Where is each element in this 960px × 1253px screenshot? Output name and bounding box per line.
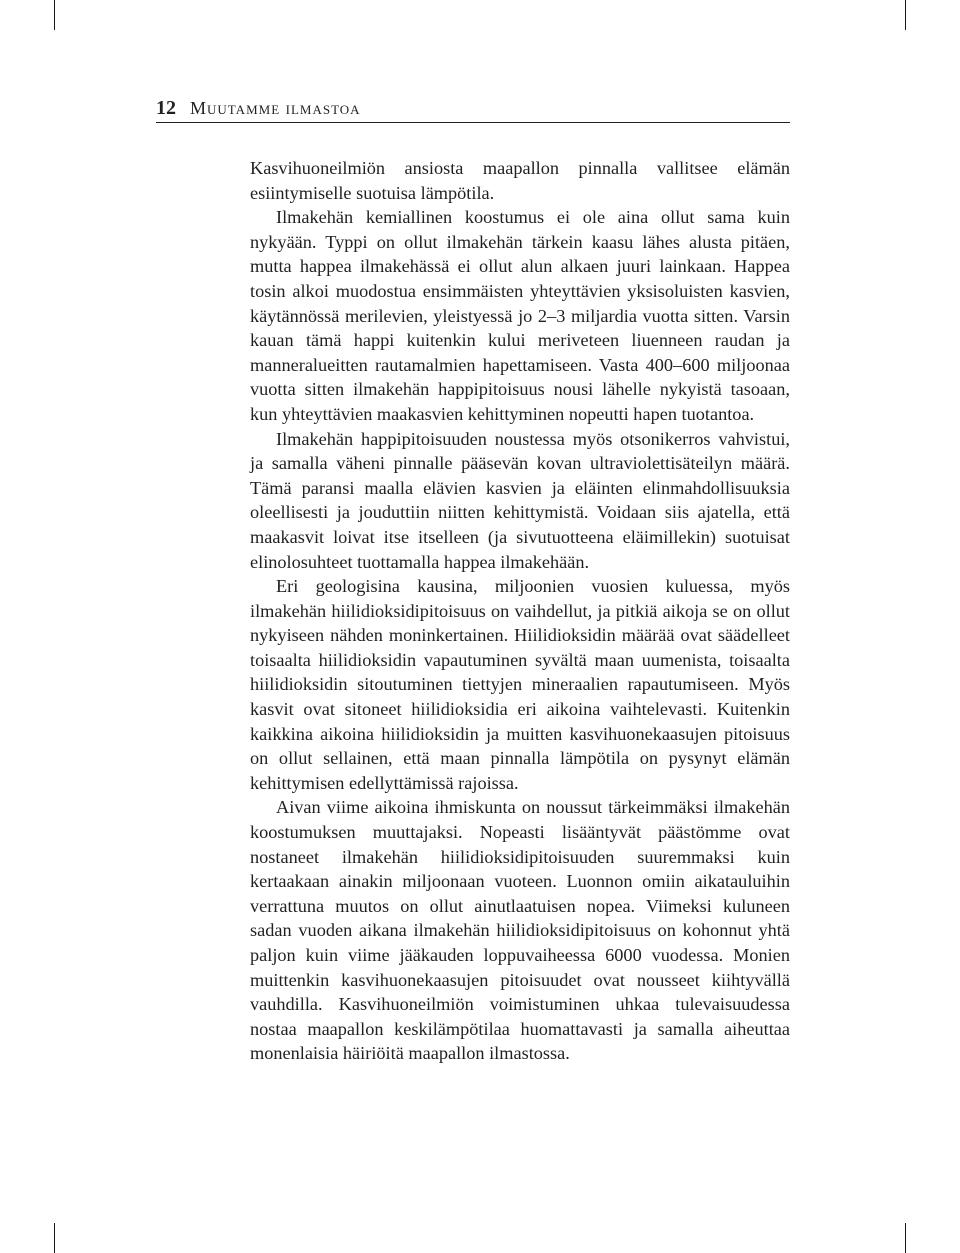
section-title: Muutamme ilmastoa <box>190 98 361 118</box>
header-rule <box>156 122 790 123</box>
paragraph: Eri geologisina kausina, miljoonien vuosien kuluessa, myös ilmakehän hiilidioksidipitoisuus on vaihdellut, ja pitkiä aikoja se on ollut nykyiseen nähden moninkertainen. Hiilidioksidin määrää ovat säädelleet toisaalta hiilidioksidin vapautuminen syvältä maan uumenista, toisaalta hiilidioksidin sitoutuminen tiettyjen mineraalien rapautumiseen. Myös kasvit ovat sitoneet hiilidioksidia eri aikoina vaihtelevasti. Kuitenkin kaikkina aikoina hiilidioksidin ja muitten kasvihuonekaasujen pitoisuus on ollut sellainen, että maan pinnalla lämpötila on pysynyt elämän kehittymisen edellyttämissä rajoissa. <box>250 576 790 793</box>
body-text <box>250 156 790 1066</box>
page-number: 12 <box>156 97 176 119</box>
running-head <box>156 97 790 120</box>
paragraph: Ilmakehän happipitoisuuden noustessa myös otsonikerros vahvistui, ja samalla väheni pinnalle pääsevän kovan ultraviolettisäteilyn määrä. Tämä paransi maalla elävien kasvien ja eläinten elinmahdollisuuksia oleellisesti ja jouduttiin niitten kehittymistä. Voidaan siis ajatella, että maakasvit loivat itse itselleen (ja sivutuotteena eläimillekin) suotuisat elinolosuhteet tuottamalla happea ilmakehään. <box>250 428 790 572</box>
paragraph: Ilmakehän kemiallinen koostumus ei ole aina ollut sama kuin nykyään. Typpi on ollut ilmakehän tärkein kaasu lähes alusta pitäen, mutta happea ilmakehässä ei ollut alun alkaen juuri lainkaan. Happea tosin alkoi muodostua ensimmäisten yhteyttävien yksisoluisten kasvien, käytännössä merilevien, yleistyessä jo 2–3 miljardia vuotta sitten. Varsin kauan tämä happi kuitenkin kului meriveteen liuenneen raudan ja manneralueitten rautamalmien hapettamiseen. Vasta 400–600 miljoonaa vuotta sitten ilmakehän happipitoisuus nousi lähelle nykyistä tasoaan, kun yhteyttävien maakasvien kehittyminen nopeutti hapen tuotantoa. <box>250 207 790 424</box>
crop-mark-bottom-left <box>54 1223 55 1253</box>
paragraph: Kasvihuoneilmiön ansiosta maapallon pinnalla vallitsee elämän esiintymiselle suotuisa lämpötila. <box>250 158 790 203</box>
crop-mark-top-left <box>54 0 55 30</box>
crop-mark-top-right <box>905 0 906 30</box>
paragraph: Aivan viime aikoina ihmiskunta on noussut tärkeimmäksi ilmakehän koostumuksen muuttajaksi. Nopeasti lisääntyvät päästömme ovat nostaneet ilmakehän hiilidioksidipitoisuuden suuremmaksi kuin kertaakaan ainakin miljoonaan vuoteen. Luonnon omiin aikatauluihin verrattuna muutos on ollut ainutlaatuisen nopea. Viimeksi kuluneen sadan vuoden aikana ilmakehän hiilidioksidipitoisuus on kohonnut yhtä paljon kuin viime jääkauden loppuvaiheessa 6000 vuodessa. Monien muittenkin kasvihuonekaasujen pitoisuudet ovat nousseet kiihtyvällä vauhdilla. Kasvihuoneilmiön voimistuminen uhkaa tulevaisuudessa nostaa maapallon keskilämpötilaa huomattavasti ja samalla aiheuttaa monenlaisia häiriöitä maapallon ilmastossa. <box>250 797 790 1064</box>
crop-mark-bottom-right <box>905 1223 906 1253</box>
